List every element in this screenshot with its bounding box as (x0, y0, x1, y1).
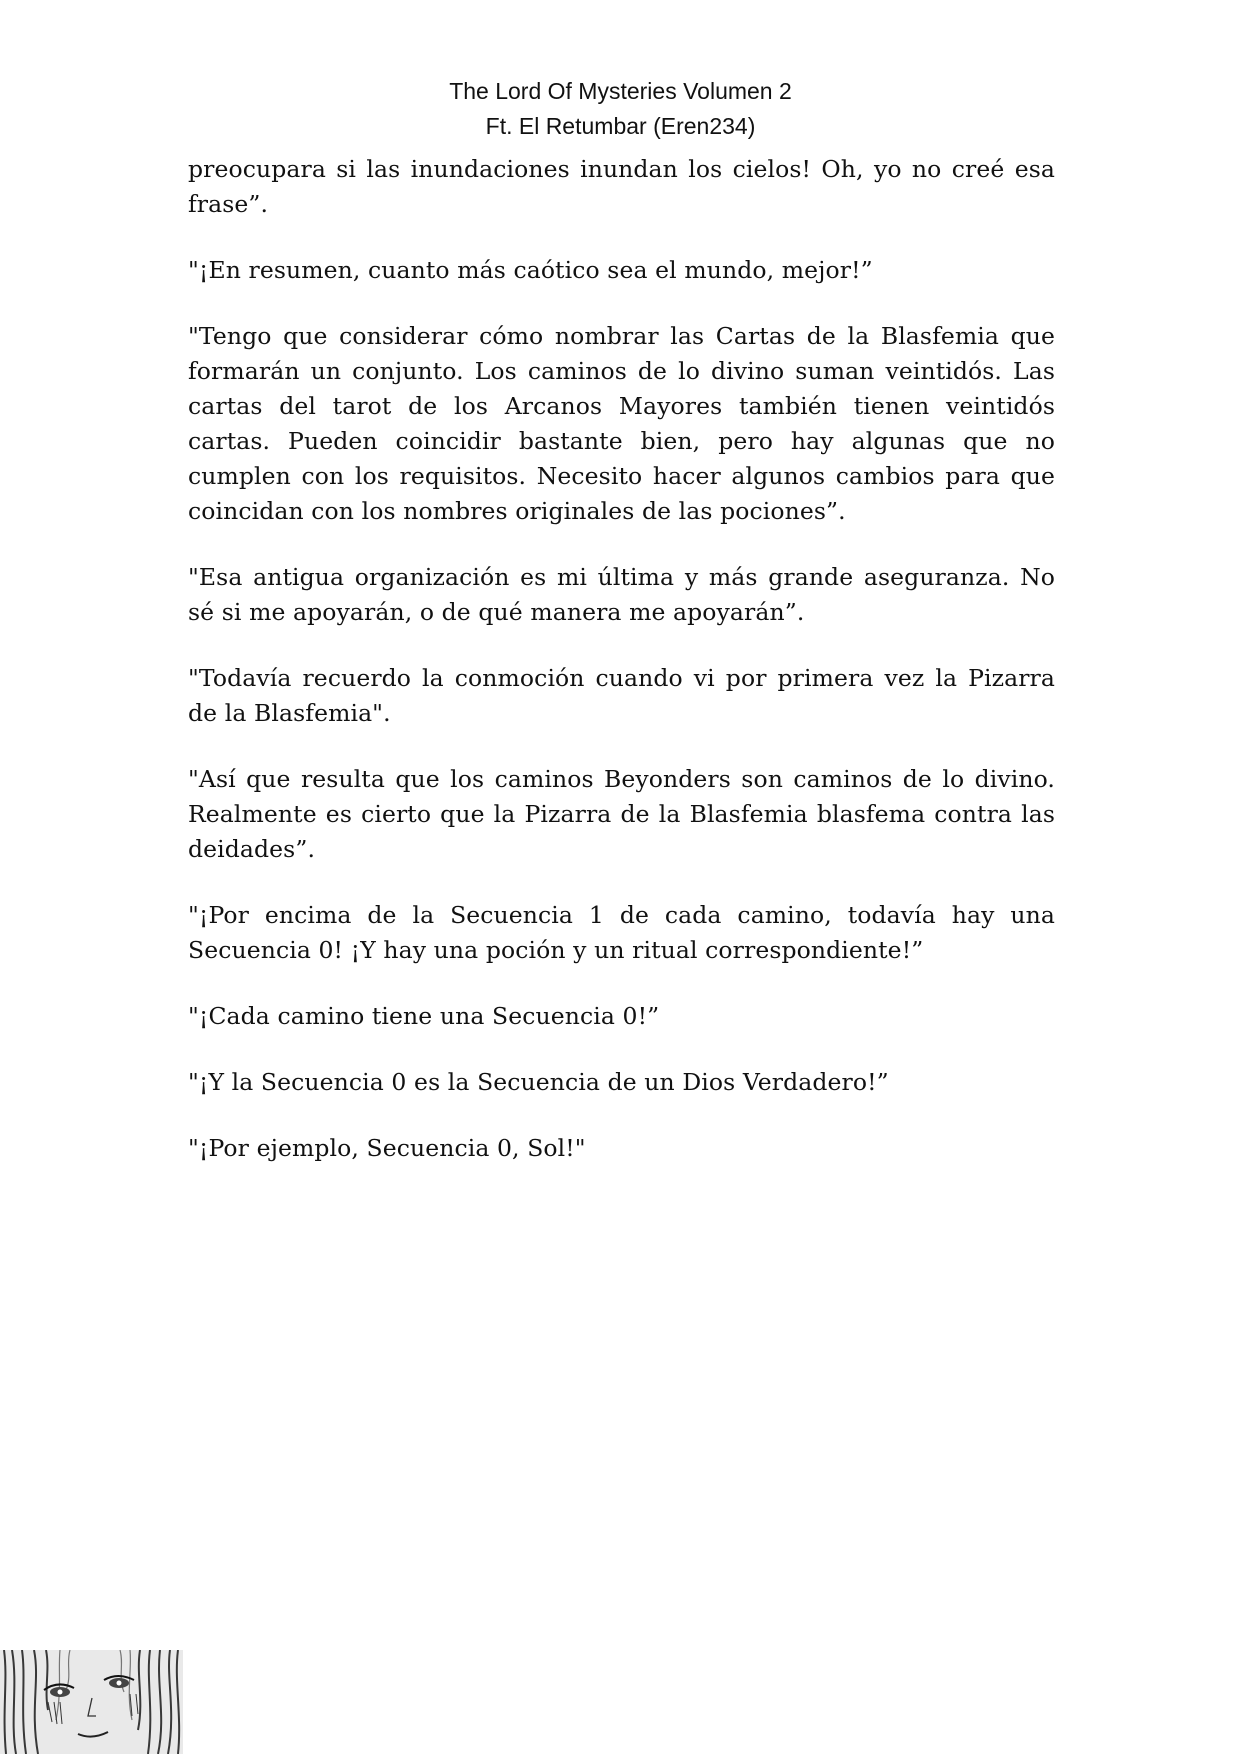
page-body (188, 152, 1055, 1197)
paragraph: preocupara si las inundaciones inundan los cielos! Oh, yo no creé esa frase”. (188, 155, 1055, 218)
manga-portrait-image (0, 1650, 183, 1754)
paragraph: "¡Y la Secuencia 0 es la Secuencia de un Dios Verdadero!” (188, 1068, 889, 1096)
paragraph: "Tengo que considerar cómo nombrar las Cartas de la Blasfemia que formarán un conjunto. Los caminos de lo divino suman veintidós. Las cartas del tarot de los Arcanos Mayores también tienen veintidós cartas. Pueden coincidir bastante bien, pero hay algunas que no cumplen con los requisitos. Necesito hacer algunos cambios para que coincidan con los nombres originales de las pociones”. (188, 322, 1055, 525)
book-title: The Lord Of Mysteries Volumen 2 (449, 78, 792, 104)
paragraph: "Todavía recuerdo la conmoción cuando vi por primera vez la Pizarra de la Blasfemia". (188, 664, 1055, 727)
paragraph: "¡Por encima de la Secuencia 1 de cada camino, todavía hay una Secuencia 0! ¡Y hay una poción y un ritual correspondiente!” (188, 901, 1055, 964)
paragraph: "¡Cada camino tiene una Secuencia 0!” (188, 1002, 660, 1030)
paragraph: "¡En resumen, cuanto más caótico sea el mundo, mejor!” (188, 256, 873, 284)
paragraph: "¡Por ejemplo, Secuencia 0, Sol!" (188, 1134, 586, 1162)
paragraph: "Así que resulta que los caminos Beyonders son caminos de lo divino. Realmente es cierto que la Pizarra de la Blasfemia blasfema contra las deidades”. (188, 765, 1055, 863)
translator-credit: Ft. El Retumbar (Eren234) (485, 113, 756, 139)
page-header (0, 74, 1241, 144)
paragraph: "Esa antigua organización es mi última y más grande aseguranza. No sé si me apoyarán, o de qué manera me apoyarán”. (188, 563, 1055, 626)
